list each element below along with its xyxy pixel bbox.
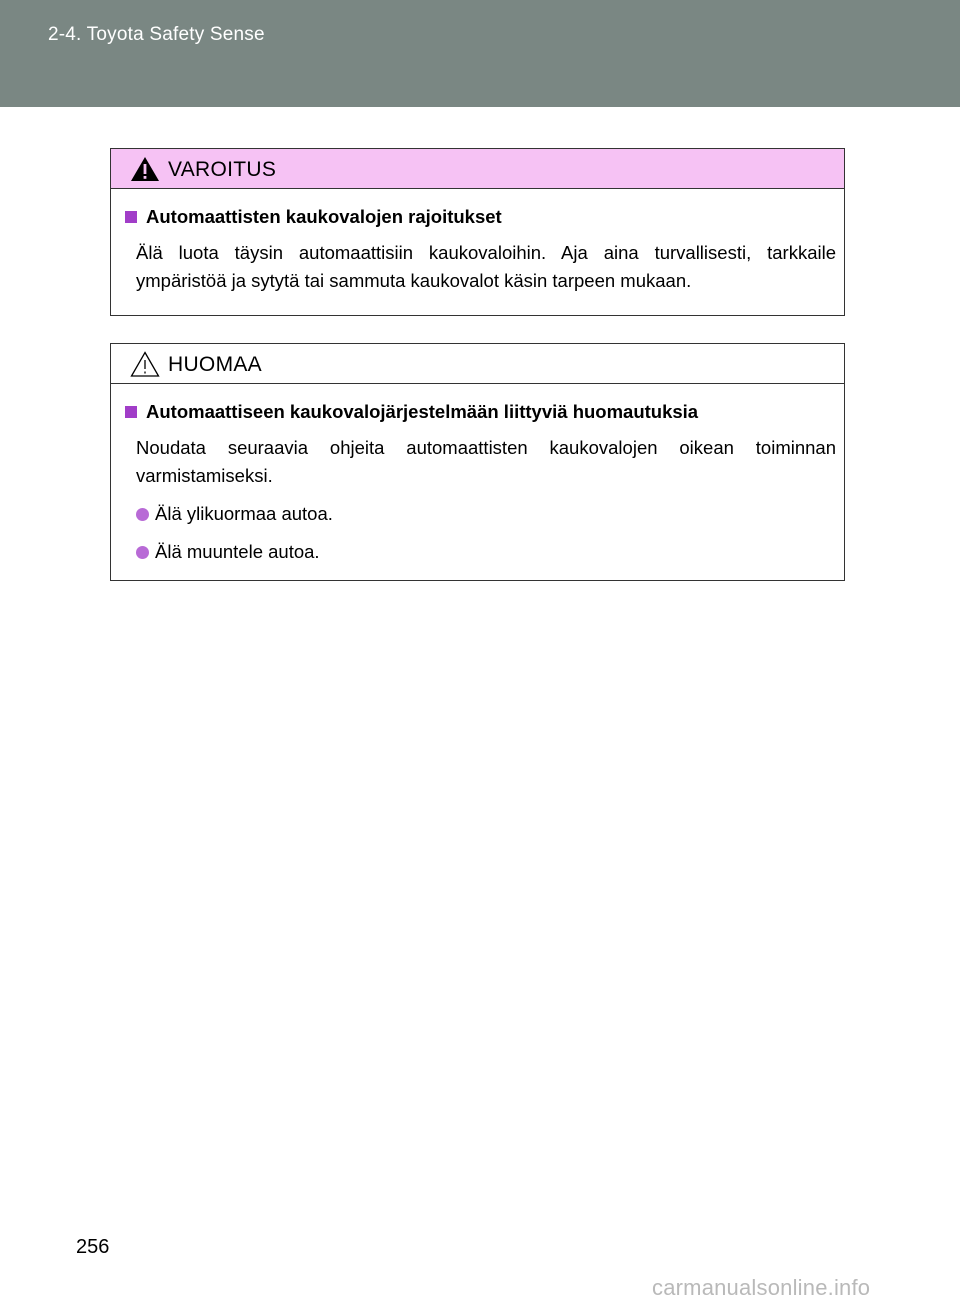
notice-subheading: [125, 400, 836, 424]
list-item: [136, 500, 836, 528]
notice-header: [111, 344, 844, 384]
page-number: 256: [76, 1236, 110, 1258]
section-title: 2-4. Toyota Safety Sense: [48, 24, 265, 45]
warning-label: VAROITUS: [168, 158, 277, 181]
notice-heading-text: Automaattiseen kaukovalojärjestelmään liittyviä huomautuksia: [146, 401, 699, 422]
list-item: [136, 538, 836, 566]
watermark: carmanualsonline.info: [652, 1275, 871, 1300]
notice-body: [111, 384, 844, 586]
header-bar: [0, 0, 960, 107]
warning-triangle-filled-icon: [129, 155, 161, 183]
circle-bullet-icon: [136, 508, 149, 521]
list-item-text: Älä ylikuormaa autoa.: [155, 503, 333, 524]
list-item-text: Älä muuntele autoa.: [155, 541, 320, 562]
notice-label: HUOMAA: [168, 353, 262, 376]
notice-box: [110, 343, 845, 581]
circle-bullet-icon: [136, 546, 149, 559]
warning-header: [111, 149, 844, 189]
warning-paragraph: Älä luota täysin automaattisiin kaukovaloihin. Aja aina turvallisesti, tarkkaile ympäristöä ja sytytä tai sammuta kaukovalot käsin tarpeen mukaan.: [136, 242, 836, 291]
notice-paragraph: Noudata seuraavia ohjeita automaattisten kaukovalojen oikean toiminnan varmistamiseksi.: [136, 437, 836, 486]
warning-triangle-outline-icon: [129, 350, 161, 378]
square-bullet-icon: [125, 406, 137, 418]
warning-subheading: [125, 205, 836, 229]
square-bullet-icon: [125, 211, 137, 223]
warning-heading-text: Automaattisten kaukovalojen rajoitukset: [146, 206, 502, 227]
warning-box: [110, 148, 845, 316]
warning-body: [111, 189, 844, 315]
